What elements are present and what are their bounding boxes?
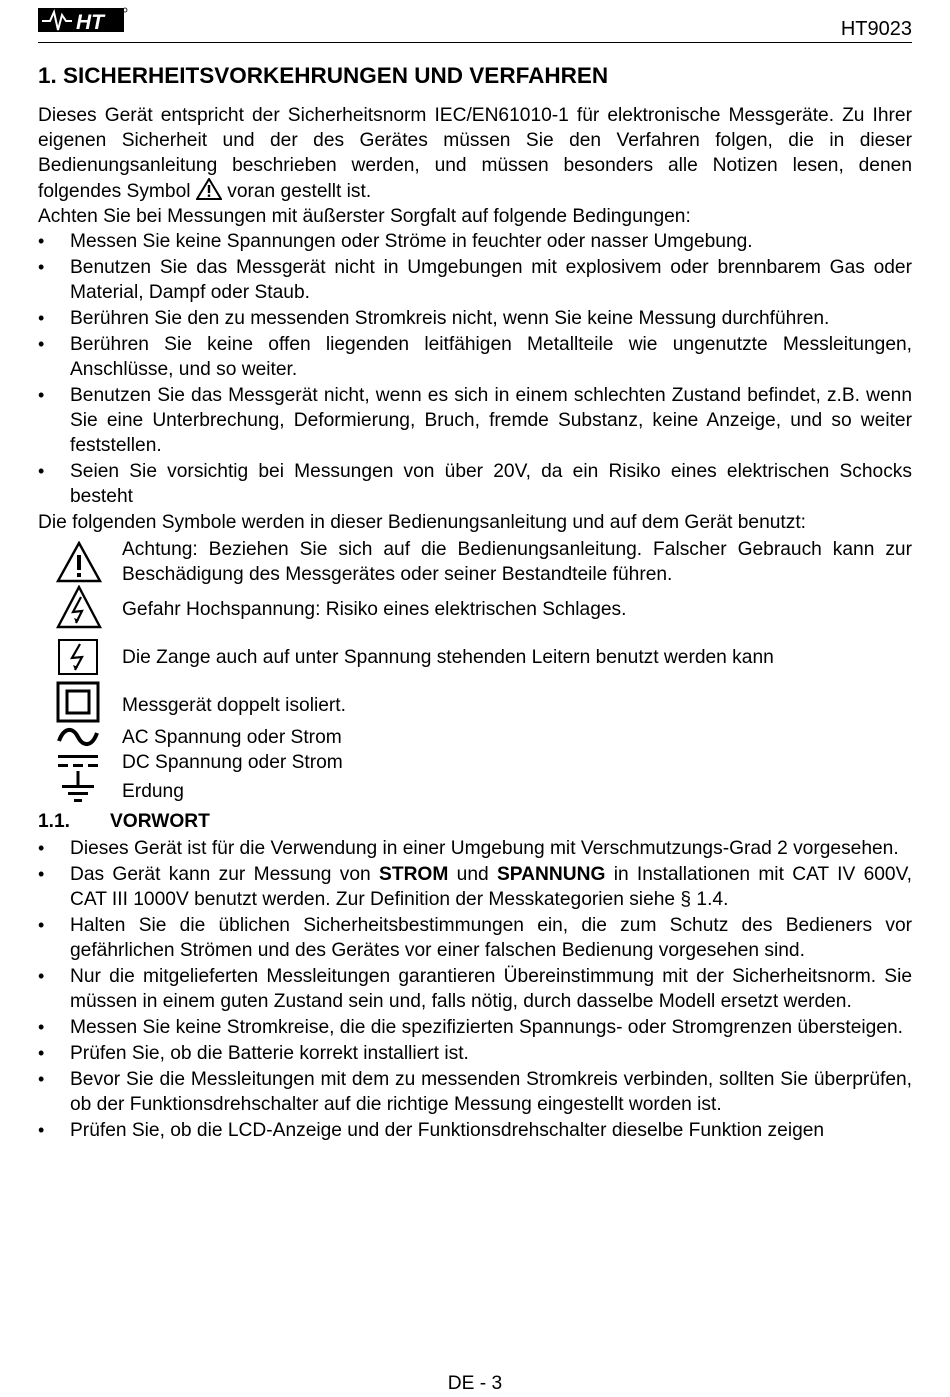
symbols-lead: Die folgenden Symbole werden in dieser Bedienungsanleitung und auf dem Gerät benutzt: xyxy=(38,512,807,533)
symbol-row xyxy=(38,587,912,637)
warning-icon xyxy=(196,178,222,200)
symbol-description: DC Spannung oder Strom xyxy=(122,752,343,773)
logo-text: HT xyxy=(76,11,104,34)
list-item: • Benutzen Sie das Messgerät nicht in Umgebungen mit explosivem oder brennbarem Gas oder Material, Dampf oder Staub. xyxy=(38,255,912,305)
item-bold-text: SPANNUNG xyxy=(496,864,606,885)
subsection-title: VORWORT xyxy=(110,811,210,832)
list-item: • Berühren Sie den zu messenden Stromkreis nicht, wenn Sie keine Messung durchführen. xyxy=(38,306,912,331)
item-bold-text: STROM xyxy=(379,864,449,885)
symbol-description: Gefahr Hochspannung: Risiko eines elektrischen Schlages. xyxy=(122,599,627,620)
item-text: und xyxy=(456,864,489,885)
list-item: • Prüfen Sie, ob die LCD-Anzeige und der Funktionsdrehschalter dieselbe Funktion zeigen xyxy=(38,1118,912,1143)
list-item: • Nur die mitgelieferten Messleitungen garantieren Übereinstimmung mit der Sicherheitsnorm. Sie müssen in einem guten Zustand sein und, falls nötig, durch dasselbe Modell ersetzt werden. xyxy=(38,964,912,1014)
list-item: • Benutzen Sie das Messgerät nicht, wenn es sich in einem schlechten Zustand befindet, z.B. wenn Sie eine Unterbrechung, Deformierung, Bruch, fremde Substanz, keine Anzeige, und so weiter feststellen. xyxy=(38,383,912,458)
list-item: • Dieses Gerät ist für die Verwendung in einer Umgebung mit Verschmutzungs-Grad 2 vorgesehen. xyxy=(38,836,912,861)
symbol-row xyxy=(38,681,912,725)
document-code: HT9023 xyxy=(840,18,912,40)
intro-text-end: voran gestellt ist. xyxy=(227,181,372,202)
ground-icon xyxy=(56,771,100,805)
ac-icon xyxy=(56,725,100,749)
subsection-heading xyxy=(38,809,912,834)
conditions-lead: Achten Sie bei Messungen mit äußerster Sorgfalt auf folgende Bedingungen: xyxy=(38,206,691,227)
list-item xyxy=(38,862,912,912)
symbol-description: Messgerät doppelt isoliert. xyxy=(122,695,346,716)
symbol-row xyxy=(38,537,912,587)
double-insulation-icon xyxy=(56,681,100,723)
live-conductor-icon xyxy=(56,637,100,677)
foreword-list xyxy=(38,836,912,1143)
symbol-description: Achtung: Beziehen Sie sich auf die Bedienungsanleitung. Falscher Gebrauch kann zur Beschädigung des Messgerätes oder seiner Bestandteile führen. xyxy=(122,539,912,585)
symbol-row xyxy=(38,637,912,681)
page-number: DE - 3 xyxy=(447,1373,503,1394)
list-item: • Prüfen Sie, ob die Batterie korrekt installiert ist. xyxy=(38,1041,912,1066)
intro-paragraph xyxy=(38,103,912,204)
high-voltage-triangle-icon xyxy=(56,585,102,629)
subsection-number: 1.1. xyxy=(38,811,71,832)
symbol-description: Erdung xyxy=(122,781,184,802)
conditions-list xyxy=(38,229,912,509)
intro-text: Dieses Gerät entspricht der Sicherheitsnorm IEC/EN61010-1 für elektronische Messgeräte. Zu Ihrer eigenen Sicherheit und der des Gerätes müssen Sie den Verfahren folgen, die in dieser Bedienungsanleitung beschrieben werden, und müssen besonders alle Notizen lesen, denen folgendes Symbol xyxy=(38,105,912,202)
list-item: • Bevor Sie die Messleitungen mit dem zu messenden Stromkreis verbinden, sollten Sie überprüfen, ob der Funktionsdrehschalter auf die richtige Messung eingestellt worden ist. xyxy=(38,1067,912,1117)
list-item: • Messen Sie keine Stromkreise, die die spezifizierten Spannungs- oder Stromgrenzen übersteigen. xyxy=(38,1015,912,1040)
page-header xyxy=(38,6,912,43)
section-title: 1. SICHERHEITSVORKEHRUNGEN UND VERFAHREN xyxy=(38,63,609,88)
symbol-description: AC Spannung oder Strom xyxy=(122,727,342,748)
item-text: Das Gerät kann zur Messung von xyxy=(70,864,371,885)
ht-logo xyxy=(38,6,128,36)
list-item: • Seien Sie vorsichtig bei Messungen von über 20V, da ein Risiko eines elektrischen Schocks besteht xyxy=(38,459,912,509)
page-content xyxy=(38,62,912,1144)
warning-triangle-icon xyxy=(56,541,102,583)
symbol-row xyxy=(38,775,912,805)
list-item: • Halten Sie die üblichen Sicherheitsbestimmungen ein, die zum Schutz des Bedieners vor gefährlichen Strömen und des Gerätes vor einer falschen Bedienung vorgesehen sind. xyxy=(38,913,912,963)
symbols-table xyxy=(38,537,912,805)
symbol-row xyxy=(38,750,912,775)
symbol-row xyxy=(38,725,912,750)
list-item: • Berühren Sie keine offen liegenden leitfähigen Metallteile wie ungenutzte Messleitungen, Anschlüsse, und so weiter. xyxy=(38,332,912,382)
list-item: • Messen Sie keine Spannungen oder Ströme in feuchter oder nasser Umgebung. xyxy=(38,229,912,254)
symbol-description: Die Zange auch auf unter Spannung stehenden Leitern benutzt werden kann xyxy=(122,647,774,668)
item-text: in Installationen mit CAT IV 600V, CAT III 1000V benutzt werden. Zur Definition der Messkategorien siehe § 1.4. xyxy=(70,864,912,910)
